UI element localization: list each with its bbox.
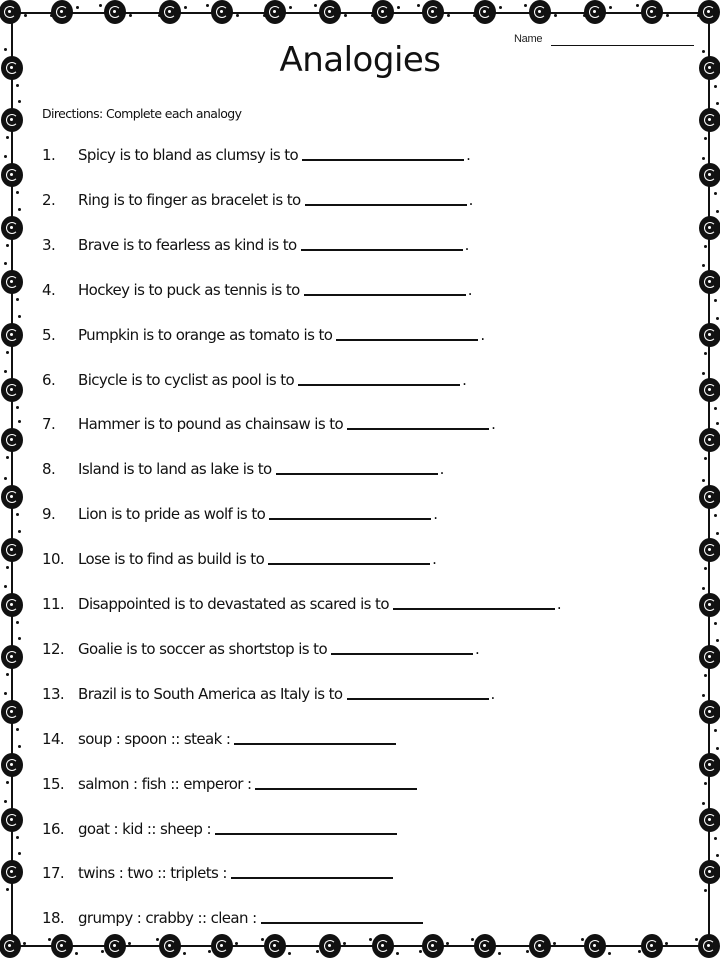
border-dot <box>18 852 21 855</box>
border-dot <box>702 157 705 160</box>
question-number: 11. <box>42 595 65 613</box>
border-dot <box>289 6 292 9</box>
border-dot <box>716 747 719 750</box>
border-knot-icon <box>2 379 22 401</box>
question-end-punctuation: . <box>433 505 438 524</box>
border-dot <box>638 950 641 953</box>
border-dot <box>369 938 372 941</box>
border-dot <box>16 621 19 624</box>
border-dot <box>16 298 19 301</box>
question-row <box>42 409 495 433</box>
answer-blank[interactable] <box>261 922 423 924</box>
border-left-line <box>11 12 13 946</box>
border-dot <box>6 673 9 676</box>
question-row <box>42 275 472 299</box>
question-end-punctuation: . <box>480 325 485 344</box>
border-dot <box>6 351 9 354</box>
question-end-punctuation: . <box>439 460 444 479</box>
border-dot <box>666 14 669 17</box>
question-prompt: Bicycle is to cyclist as pool is to <box>78 370 295 389</box>
border-dot <box>371 14 374 17</box>
border-knot-icon <box>700 539 720 561</box>
border-dot <box>704 567 707 570</box>
border-dot <box>158 14 161 17</box>
border-dot <box>4 800 7 803</box>
page-title <box>0 40 720 80</box>
border-knot-icon <box>105 935 125 957</box>
border-knot-icon <box>2 324 22 346</box>
border-knot-icon <box>212 935 232 957</box>
border-dot <box>704 137 707 140</box>
border-dot <box>263 14 266 17</box>
border-knot-icon <box>700 217 720 239</box>
question-prompt: Lose is to find as build is to <box>78 550 265 569</box>
answer-blank[interactable] <box>393 608 555 610</box>
question-end-punctuation: . <box>490 684 495 703</box>
border-knot-icon <box>265 1 285 23</box>
answer-blank[interactable] <box>305 204 467 206</box>
question-prompt: Ring is to finger as bracelet is to <box>78 190 301 209</box>
question-number: 15. <box>42 774 65 793</box>
border-knot-icon <box>530 1 550 23</box>
border-dot <box>16 84 19 87</box>
border-knot-icon <box>320 1 340 23</box>
border-dot <box>716 102 719 105</box>
border-dot <box>16 406 19 409</box>
question-row <box>42 589 561 613</box>
border-dot <box>714 192 717 195</box>
border-dot <box>4 692 7 695</box>
border-dot <box>6 888 9 891</box>
border-knot-icon <box>160 935 180 957</box>
border-knot-icon <box>642 1 662 23</box>
border-dot <box>704 457 707 460</box>
question-end-punctuation: . <box>556 595 562 613</box>
border-knot-icon <box>320 935 340 957</box>
border-dot <box>101 950 104 953</box>
border-dot <box>714 837 717 840</box>
question-number: 7. <box>42 415 56 434</box>
question-end-punctuation: . <box>466 146 471 164</box>
answer-blank[interactable] <box>302 159 464 161</box>
border-dot <box>714 729 717 732</box>
border-knot-icon <box>2 217 22 239</box>
question-number: 13. <box>42 684 65 703</box>
border-knot-icon <box>52 1 72 23</box>
question-prompt: Goalie is to soccer as shortstop is to <box>78 639 328 658</box>
question-row <box>42 724 398 748</box>
border-knot-icon <box>2 861 22 883</box>
question-row <box>42 544 436 568</box>
border-dot <box>397 6 400 9</box>
border-dot <box>16 191 19 194</box>
border-dot <box>23 942 26 945</box>
border-dot <box>702 587 705 590</box>
answer-blank[interactable] <box>215 833 397 835</box>
border-dot <box>18 208 21 211</box>
question-prompt: Brave is to fearless as kind is to <box>78 235 297 254</box>
border-dot <box>581 938 584 941</box>
border-dot <box>18 420 21 423</box>
question-end-punctuation: . <box>491 415 496 434</box>
border-knot-icon <box>585 935 605 957</box>
border-knot-icon <box>160 1 180 23</box>
border-dot <box>316 950 319 953</box>
border-dot <box>396 952 399 955</box>
answer-blank[interactable] <box>347 428 489 430</box>
border-dot <box>702 372 705 375</box>
border-dot <box>704 782 707 785</box>
border-knot-icon <box>2 429 22 451</box>
question-end-punctuation: . <box>462 370 467 389</box>
border-dot <box>697 14 700 17</box>
border-dot <box>704 352 707 355</box>
border-knot-icon <box>423 1 443 23</box>
question-row <box>42 679 495 703</box>
question-row <box>42 320 485 344</box>
border-dot <box>714 514 717 517</box>
border-dot <box>75 952 78 955</box>
question-end-punctuation: . <box>468 190 473 209</box>
border-knot-icon <box>2 754 22 776</box>
question-prompt: Brazil is to South America as Italy is to <box>78 684 343 703</box>
border-dot <box>236 14 239 17</box>
border-dot <box>128 942 131 945</box>
border-knot-icon <box>265 935 285 957</box>
border-dot <box>702 694 705 697</box>
border-dot <box>261 938 264 941</box>
border-dot <box>18 315 21 318</box>
border-dot <box>419 950 422 953</box>
border-knot-icon <box>2 486 22 508</box>
border-knot-icon <box>700 646 720 668</box>
border-knot-icon <box>700 809 720 831</box>
question-number: 12. <box>42 639 65 658</box>
border-dot <box>702 264 705 267</box>
border-knot-icon <box>2 109 22 131</box>
border-dot <box>524 4 527 7</box>
border-knot-icon <box>642 935 662 957</box>
answer-blank[interactable] <box>268 563 430 565</box>
border-knot-icon <box>2 701 22 723</box>
border-dot <box>18 530 21 533</box>
border-knot-icon <box>699 1 719 23</box>
border-knot-icon <box>212 1 232 23</box>
answer-blank[interactable] <box>298 384 460 386</box>
border-knot-icon <box>373 935 393 957</box>
border-knot-icon <box>373 1 393 23</box>
border-dot <box>344 14 347 17</box>
border-dot <box>473 14 476 17</box>
question-number: 1. <box>42 146 56 164</box>
border-knot-icon <box>700 486 720 508</box>
border-dot <box>716 317 719 320</box>
border-dot <box>695 938 698 941</box>
border-dot <box>76 6 79 9</box>
question-number: 9. <box>42 505 56 524</box>
question-row <box>42 230 469 254</box>
answer-blank[interactable] <box>276 473 438 475</box>
border-knot-icon <box>52 935 72 957</box>
border-dot <box>208 950 211 953</box>
question-row <box>42 454 444 478</box>
question-row <box>42 814 399 838</box>
border-dot <box>553 942 556 945</box>
question-row <box>42 365 466 389</box>
border-knot-icon <box>700 701 720 723</box>
border-dot <box>447 14 450 17</box>
border-dot <box>6 566 9 569</box>
question-number: 2. <box>42 190 56 209</box>
question-prompt: grumpy : crabby :: clean : <box>78 909 257 928</box>
answer-blank[interactable] <box>231 877 393 879</box>
question-number: 4. <box>42 280 56 299</box>
question-number: 6. <box>42 370 56 389</box>
border-dot <box>716 422 719 425</box>
border-knot-icon <box>700 429 720 451</box>
question-number: 18. <box>42 909 65 928</box>
directions-text: Directions: Complete each analogy <box>42 106 242 121</box>
border-dot <box>714 85 717 88</box>
question-number: 10. <box>42 550 65 569</box>
question-prompt: goat : kid :: sheep : <box>78 819 211 838</box>
border-dot <box>6 456 9 459</box>
border-dot <box>716 854 719 857</box>
border-dot <box>446 942 449 945</box>
border-dot <box>18 100 21 103</box>
border-dot <box>6 244 9 247</box>
border-dot <box>608 952 611 955</box>
question-prompt: Pumpkin is to orange as tomato is to <box>78 325 333 344</box>
border-dot <box>636 4 639 7</box>
border-dot <box>4 585 7 588</box>
border-knot-icon <box>423 935 443 957</box>
border-dot <box>704 889 707 892</box>
border-dot <box>714 622 717 625</box>
question-prompt: Disappointed is to devastated as scared is to <box>78 595 389 613</box>
question-prompt: Hockey is to puck as tennis is to <box>78 280 300 299</box>
border-knot-icon <box>0 1 20 23</box>
border-dot <box>156 938 159 941</box>
border-dot <box>99 4 102 7</box>
question-prompt: soup : spoon :: steak : <box>78 729 231 748</box>
question-prompt: twins : two :: triplets : <box>78 864 227 883</box>
question-row <box>42 499 437 523</box>
border-knot-icon <box>2 594 22 616</box>
border-right-line <box>708 12 710 946</box>
border-knot-icon <box>475 1 495 23</box>
border-dot <box>4 155 7 158</box>
border-dot <box>288 952 291 955</box>
question-end-punctuation: . <box>475 639 480 658</box>
border-knot-icon <box>700 109 720 131</box>
border-knot-icon <box>700 379 720 401</box>
border-dot <box>554 14 557 17</box>
border-knot-icon <box>105 1 125 23</box>
border-knot-icon <box>2 164 22 186</box>
border-dot <box>702 479 705 482</box>
border-dot <box>716 210 719 213</box>
question-end-punctuation: . <box>464 235 469 254</box>
border-dot <box>716 639 719 642</box>
question-row <box>42 769 419 793</box>
border-dot <box>16 513 19 516</box>
question-prompt: Spicy is to bland as clumsy is to <box>78 146 299 164</box>
border-knot-icon <box>2 271 22 293</box>
border-dot <box>314 4 317 7</box>
border-knot-icon <box>2 646 22 668</box>
question-number: 3. <box>42 235 56 254</box>
border-dot <box>4 262 7 265</box>
border-knot-icon <box>700 861 720 883</box>
answer-blank[interactable] <box>336 339 478 341</box>
question-row <box>42 903 425 927</box>
border-knot-icon <box>699 935 719 957</box>
border-knot-icon <box>585 1 605 23</box>
question-row <box>42 185 473 209</box>
page-title-text: Analogies <box>279 40 441 80</box>
question-row <box>42 140 470 164</box>
question-row <box>42 858 395 882</box>
answer-blank[interactable] <box>255 788 417 790</box>
border-knot-icon <box>2 809 22 831</box>
border-dot <box>665 942 668 945</box>
border-dot <box>6 136 9 139</box>
border-dot <box>704 674 707 677</box>
border-dot <box>526 950 529 953</box>
border-knot-icon <box>0 935 20 957</box>
border-knot-icon <box>700 164 720 186</box>
border-dot <box>183 952 186 955</box>
border-dot <box>16 836 19 839</box>
border-dot <box>714 299 717 302</box>
question-number: 17. <box>42 864 65 883</box>
border-knot-icon <box>700 754 720 776</box>
question-number: 16. <box>42 819 65 838</box>
border-dot <box>704 245 707 248</box>
border-dot <box>4 477 7 480</box>
border-dot <box>235 942 238 945</box>
border-dot <box>417 4 420 7</box>
border-dot <box>4 370 7 373</box>
border-knot-icon <box>700 594 720 616</box>
question-prompt: Lion is to pride as wolf is to <box>78 505 266 524</box>
border-dot <box>18 745 21 748</box>
border-dot <box>499 6 502 9</box>
question-number: 5. <box>42 325 56 344</box>
question-number: 8. <box>42 460 56 479</box>
answer-blank[interactable] <box>301 249 463 251</box>
question-number: 14. <box>42 729 65 748</box>
question-prompt: Island is to land as lake is to <box>78 460 272 479</box>
question-row <box>42 634 479 658</box>
border-knot-icon <box>700 271 720 293</box>
border-dot <box>716 532 719 535</box>
question-prompt: salmon : fish :: emperor : <box>78 774 252 793</box>
border-dot <box>184 6 187 9</box>
border-dot <box>16 728 19 731</box>
border-dot <box>206 4 209 7</box>
border-dot <box>583 14 586 17</box>
question-end-punctuation: . <box>467 280 472 299</box>
question-end-punctuation: . <box>432 550 437 569</box>
border-knot-icon <box>530 935 550 957</box>
name-label: Name <box>514 33 543 45</box>
answer-blank[interactable] <box>331 653 473 655</box>
border-dot <box>6 781 9 784</box>
border-knot-icon <box>700 324 720 346</box>
border-dot <box>471 938 474 941</box>
border-dot <box>714 407 717 410</box>
border-dot <box>343 942 346 945</box>
border-dot <box>129 14 132 17</box>
border-dot <box>24 14 27 17</box>
border-dot <box>48 938 51 941</box>
border-dot <box>50 14 53 17</box>
border-dot <box>609 6 612 9</box>
border-dot <box>702 802 705 805</box>
answer-blank[interactable] <box>269 518 431 520</box>
answer-blank[interactable] <box>347 698 489 700</box>
question-prompt: Hammer is to pound as chainsaw is to <box>78 415 344 434</box>
border-dot <box>18 637 21 640</box>
answer-blank[interactable] <box>234 743 396 745</box>
border-dot <box>498 952 501 955</box>
border-knot-icon <box>475 935 495 957</box>
answer-blank[interactable] <box>304 294 466 296</box>
border-knot-icon <box>2 539 22 561</box>
